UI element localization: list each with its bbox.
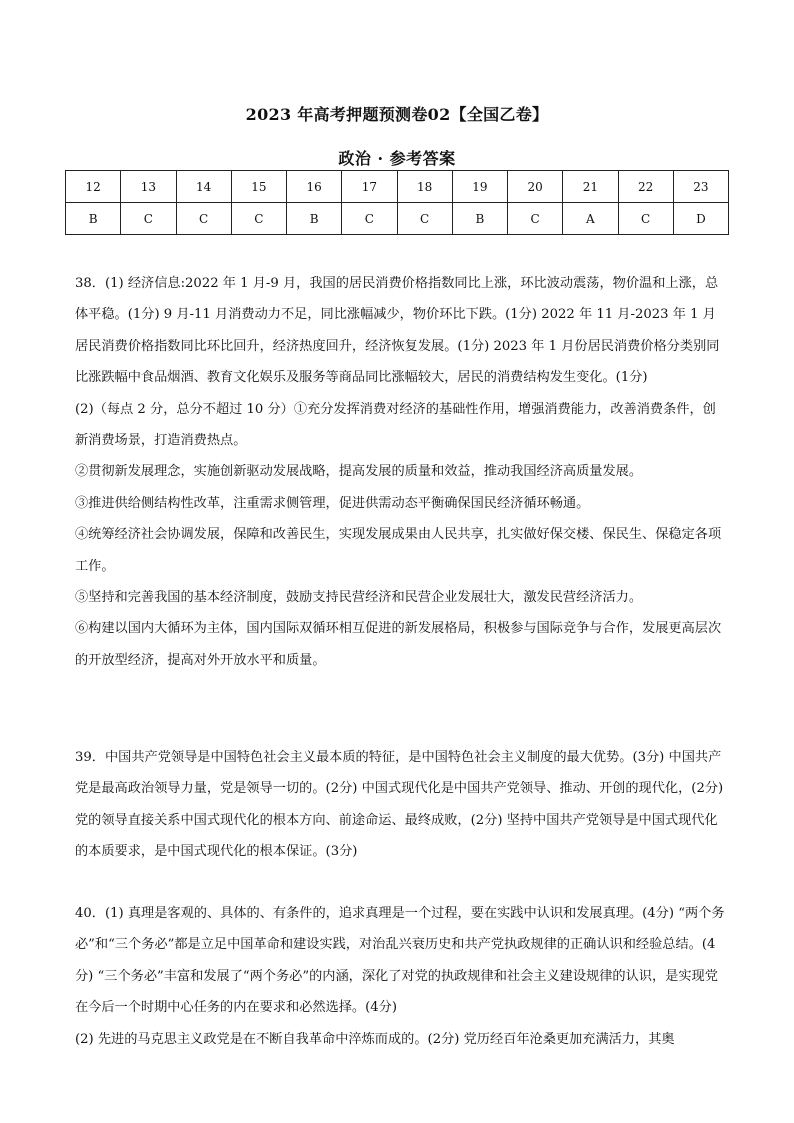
question-number-cell: 14 (176, 171, 231, 203)
answer-38-part1: 38．(1) 经济信息:2022 年 1 月-9 月，我国的居民消费价格指数同比上涨，环比波动震荡，物价温和上涨，总体平稳。(1分) 9 月-11 月消费动力不足，同比涨幅减少，物价环比下跌。(1分) 2022 年 11 月-2023 年 1 月居民消费价格指数同比环比回升，经济热度回升，经济恢复发展。(1分) 2023 年 1 月份居民消费价格分类别同比涨跌幅中食品烟酒、教育文化娱乐及服务等商品同比涨幅较大，居民的消费结构发生变化。(1分) (75, 276, 720, 386)
answer-cell: B (452, 203, 507, 235)
question-number-cell: 12 (66, 171, 121, 203)
answer-38-point: ⑤坚持和完善我国的基本经济制度，鼓励支持民营经济和民营企业发展壮大，激发民营经济活力。 (75, 590, 643, 606)
question-number-cell: 18 (397, 171, 452, 203)
answer-40-part1: 40．(1) 真理是客观的、具体的、有条件的，追求真理是一个过程，要在实践中认识和发展真理。(4分) “两个务必”和“三个务必”都是立足中国革命和建设实践，对治乱兴衰历史和共产党执政规律的正确认识和经验总结。(4分) “三个务必”丰富和发展了“两个务必”的内涵，深化了对党的执政规律和社会主义建设规律的认识，是实现党在今后一个时期中心任务的内在要求和必然选择。(4分) (75, 906, 725, 1016)
answer-cell: D (673, 203, 728, 235)
question-number-cell: 20 (508, 171, 563, 203)
answer-cell: C (121, 203, 176, 235)
answer-38-point: ②贯彻新发展理念，实施创新驱动发展战略，提高发展的质量和效益，推动我国经济高质量发展。 (75, 464, 643, 480)
answer-38-part2-intro: (2)（每点 2 分，总分不超过 10 分）①充分发挥消费对经济的基础性作用，增强消费能力，改善消费条件，创新消费场景，打造消费热点。 (75, 401, 716, 449)
question-number-cell: 21 (563, 171, 618, 203)
answer-cell: C (342, 203, 397, 235)
question-number-cell: 13 (121, 171, 176, 203)
answer-39-text: 39．中国共产党领导是中国特色社会主义最本质的特征，是中国特色社会主义制度的最大优势。(3分) 中国共产党是最高政治领导力量，党是领导一切的。(2分) 中国式现代化是中国共产党领导、推动、开创的现代化，(2分) 党的领导直接关系中国式现代化的根本方向、前途命运、最终成败，(2分) 坚持中国共产党领导是中国式现代化的本质要求，是中国式现代化的根本保证。(3分) (75, 750, 724, 860)
answer-section-38 (75, 268, 725, 676)
answer-cell: C (508, 203, 563, 235)
answer-table-answer-row (66, 203, 729, 235)
answer-section-39 (75, 742, 725, 868)
answer-cell: C (176, 203, 231, 235)
answer-38-point: ⑥构建以国内大循环为主体，国内国际双循环相互促进的新发展格局，积极参与国际竞争与合作，发展更高层次的开放型经济，提高对外开放水平和质量。 (75, 621, 722, 668)
answer-cell: B (287, 203, 342, 235)
question-number-cell: 17 (342, 171, 397, 203)
answer-38-point: ③推进供给侧结构性改革，注重需求侧管理，促进供需动态平衡确保国民经济循环畅通。 (75, 495, 590, 511)
page-subtitle: 政治 · 参考答案 (338, 149, 456, 168)
answer-table-number-row (66, 171, 729, 203)
question-number-cell: 23 (673, 171, 728, 203)
answer-cell: B (66, 203, 121, 235)
answer-38-point: ④统筹经济社会协调发展，保障和改善民生，实现发展成果由人民共享，扎实做好保交楼、保民生、保稳定各项工作。 (75, 527, 722, 574)
question-number-cell: 22 (618, 171, 673, 203)
page-title: 2023 年高考押题预测卷02【全国乙卷】 (245, 105, 549, 124)
question-number-cell: 19 (452, 171, 507, 203)
answer-cell: C (618, 203, 673, 235)
answer-cell: C (397, 203, 452, 235)
answer-table (65, 170, 729, 235)
answer-cell: A (563, 203, 618, 235)
question-number-cell: 16 (287, 171, 342, 203)
answer-cell: C (231, 203, 286, 235)
answer-section-40 (75, 898, 725, 1055)
question-number-cell: 15 (231, 171, 286, 203)
answer-40-part2: (2) 先进的马克思主义政党是在不断自我革命中淬炼而成的。(2分) 党历经百年沧桑更加充满活力，其奥 (75, 1031, 675, 1047)
